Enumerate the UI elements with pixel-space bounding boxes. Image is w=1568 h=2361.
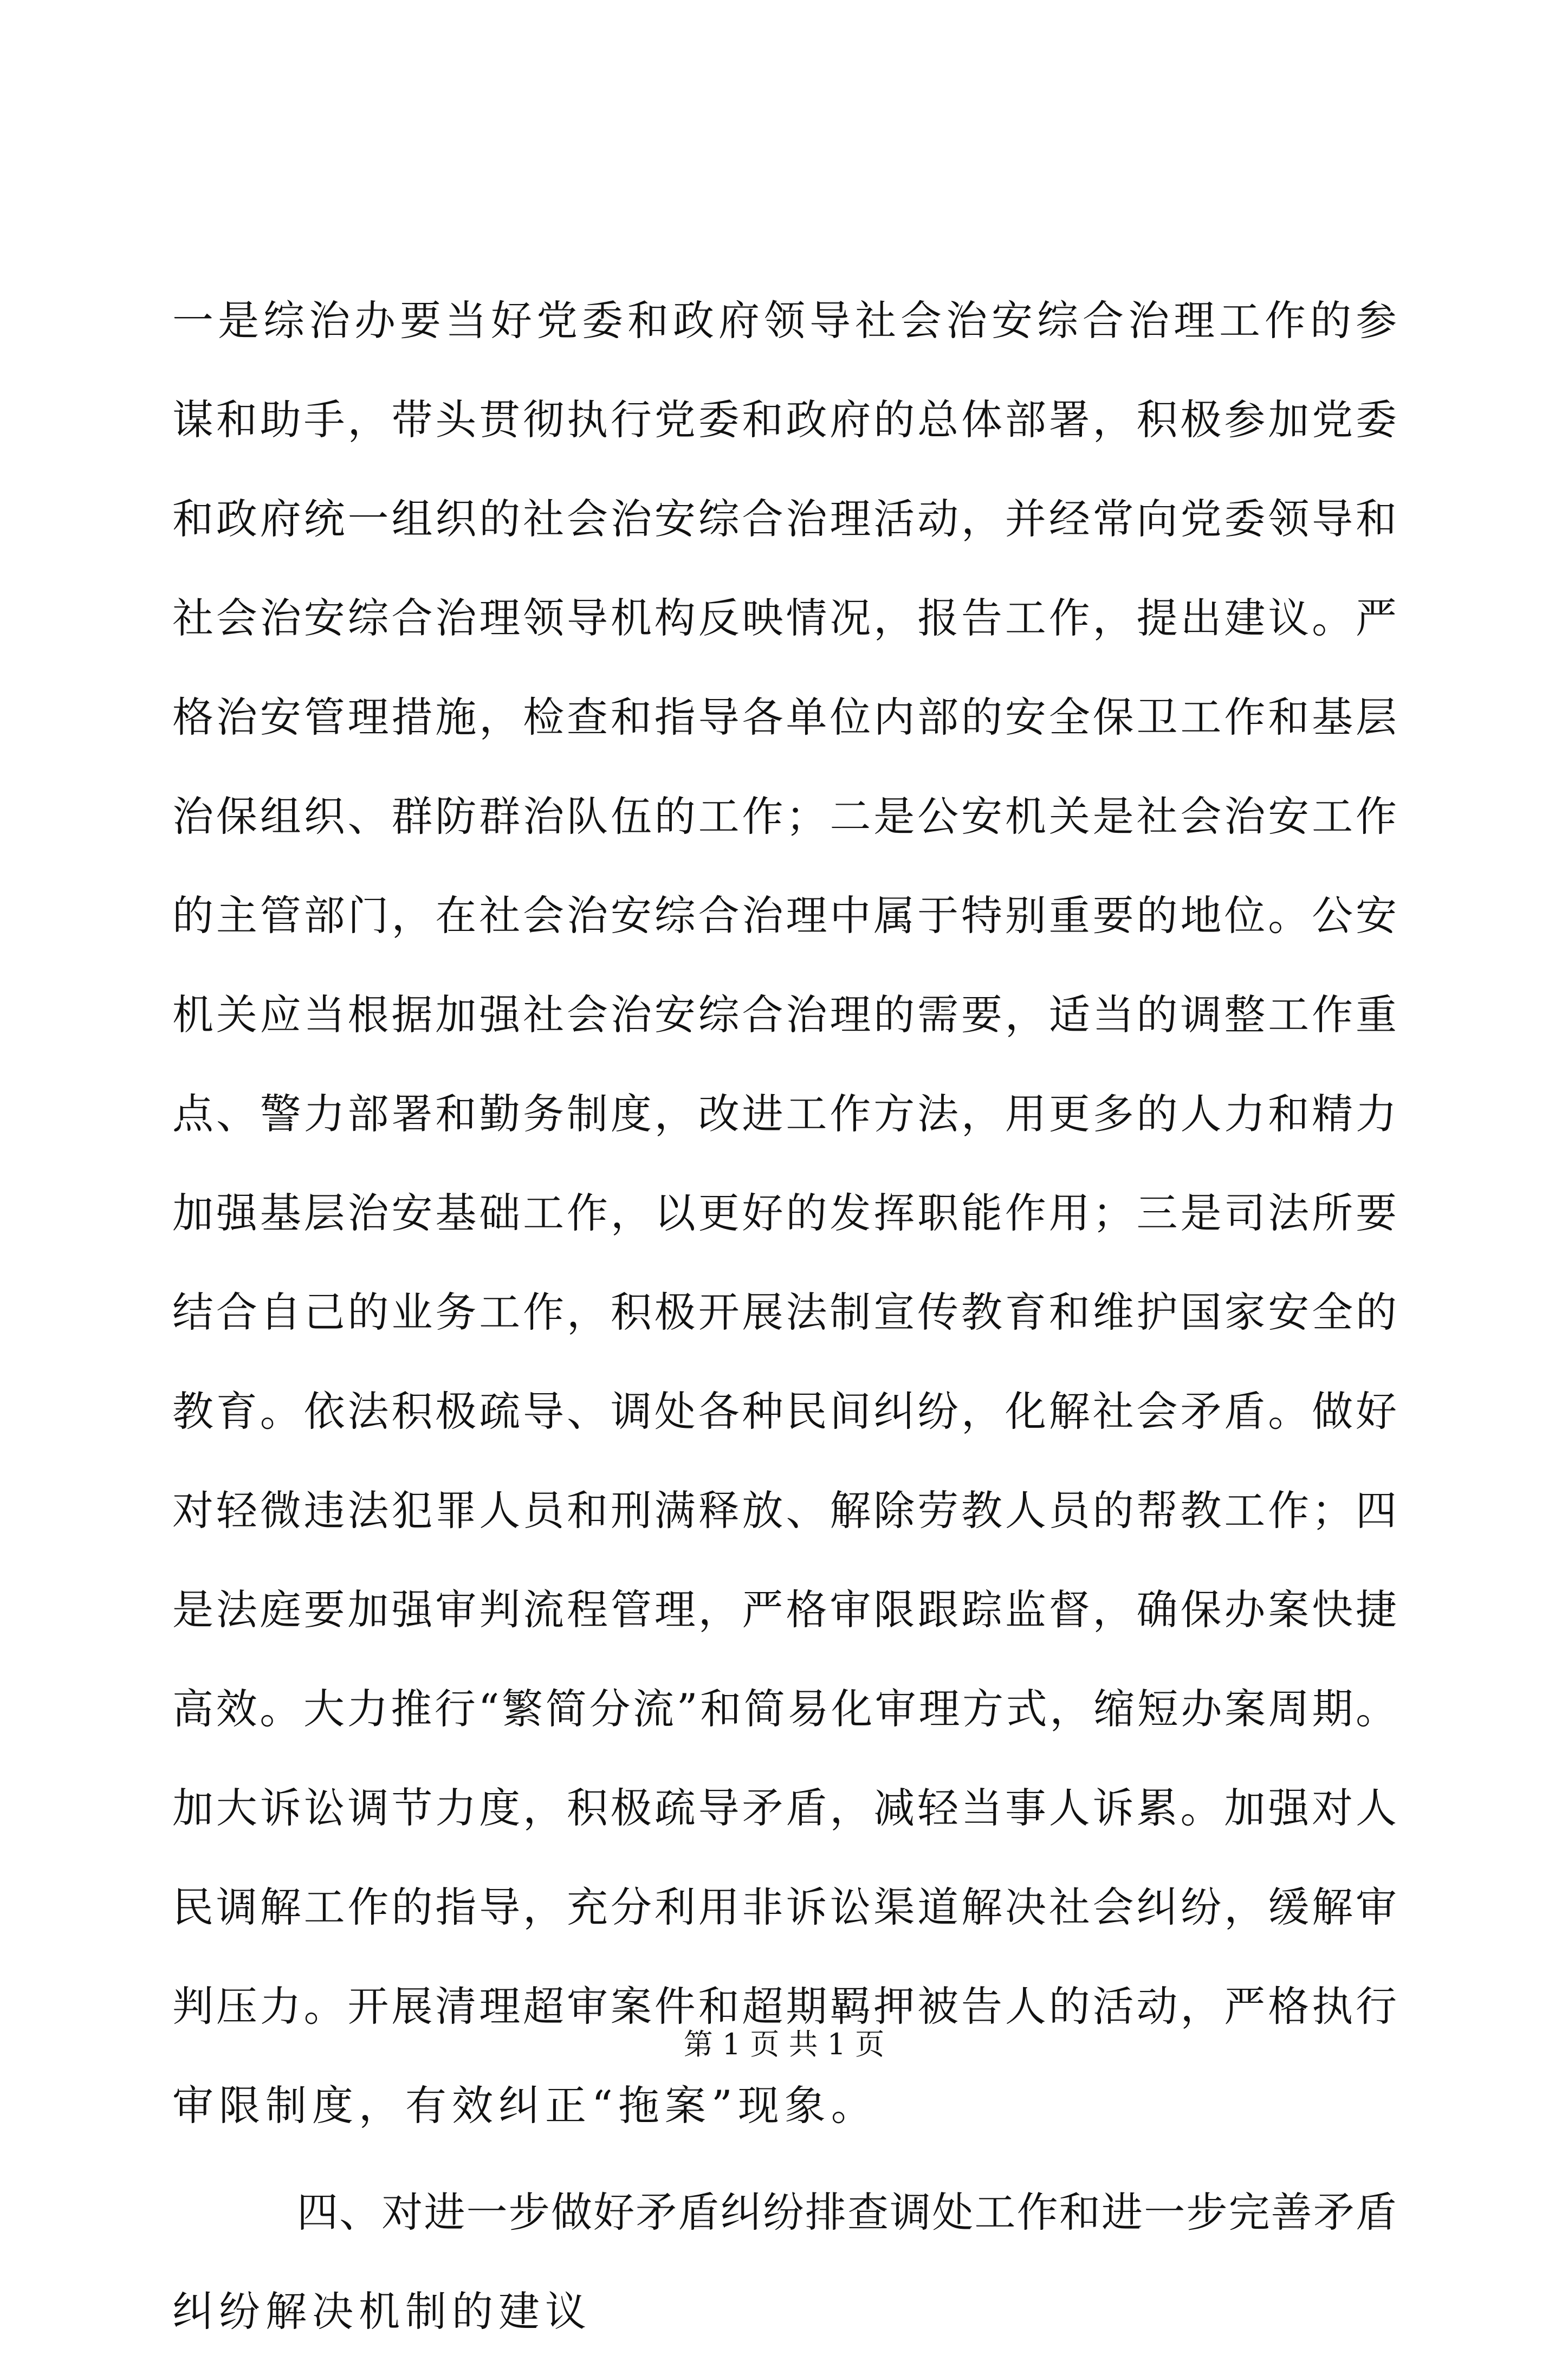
text-line: 结合自己的业务工作，积极开展法制宣传教育和维护国家安全的 [172,1288,1397,1336]
text-line: 加强基层治安基础工作，以更好的发挥职能作用；三是司法所要 [172,1189,1397,1237]
text-line: 和政府统一组织的社会治安综合治理活动，并经常向党委领导和 [172,495,1397,543]
heading-line: 纠纷解决机制的建议 [172,2287,592,2336]
text-line: 的主管部门，在社会治安综合治理中属于特别重要的地位。公安 [172,891,1397,940]
text-line: 一是综治办要当好党委和政府领导社会治安综合治理工作的参 [172,296,1397,345]
text-line: 社会治安综合治理领导机构反映情况，报告工作，提出建议。严 [172,594,1397,642]
text-line: 高效。大力推行“繁简分流”和简易化审理方式，缩短办案周期。 [172,1685,1397,1733]
text-line: 判压力。开展清理超审案件和超期羁押被告人的活动，严格执行 [172,1982,1397,2030]
text-line: 谋和助手，带头贯彻执行党委和政府的总体部署，积极参加党委 [172,396,1397,444]
text-line: 教育。依法积极疏导、调处各种民间纠纷，化解社会矛盾。做好 [172,1387,1397,1435]
text-line: 审限制度，有效纠正“拖案”现象。 [172,2081,878,2130]
text-line: 机关应当根据加强社会治安综合治理的需要，适当的调整工作重 [172,991,1397,1039]
text-line: 是法庭要加强审判流程管理，严格审限跟踪监督，确保办案快捷 [172,1586,1397,1634]
page-number-footer: 第 1 页 共 1 页 [683,2027,885,2061]
paragraph-main [172,271,1397,2155]
section-heading [172,2163,1397,2361]
text-line: 治保组织、群防群治队伍的工作；二是公安机关是社会治安工作 [172,792,1397,840]
text-line: 点、警力部署和勤务制度，改进工作方法，用更多的人力和精力 [172,1090,1397,1138]
text-line: 加大诉讼调节力度，积极疏导矛盾，减轻当事人诉累。加强对人 [172,1784,1397,1832]
text-line: 对轻微违法犯罪人员和刑满释放、解除劳教人员的帮教工作；四 [172,1486,1397,1535]
heading-line: 四、对进一步做好矛盾纠纷排查调处工作和进一步完善矛盾 [297,2188,1397,2236]
text-line: 格治安管理措施，检查和指导各单位内部的安全保卫工作和基层 [172,693,1397,741]
text-line: 民调解工作的指导，充分利用非诉讼渠道解决社会纠纷，缓解审 [172,1883,1397,1931]
